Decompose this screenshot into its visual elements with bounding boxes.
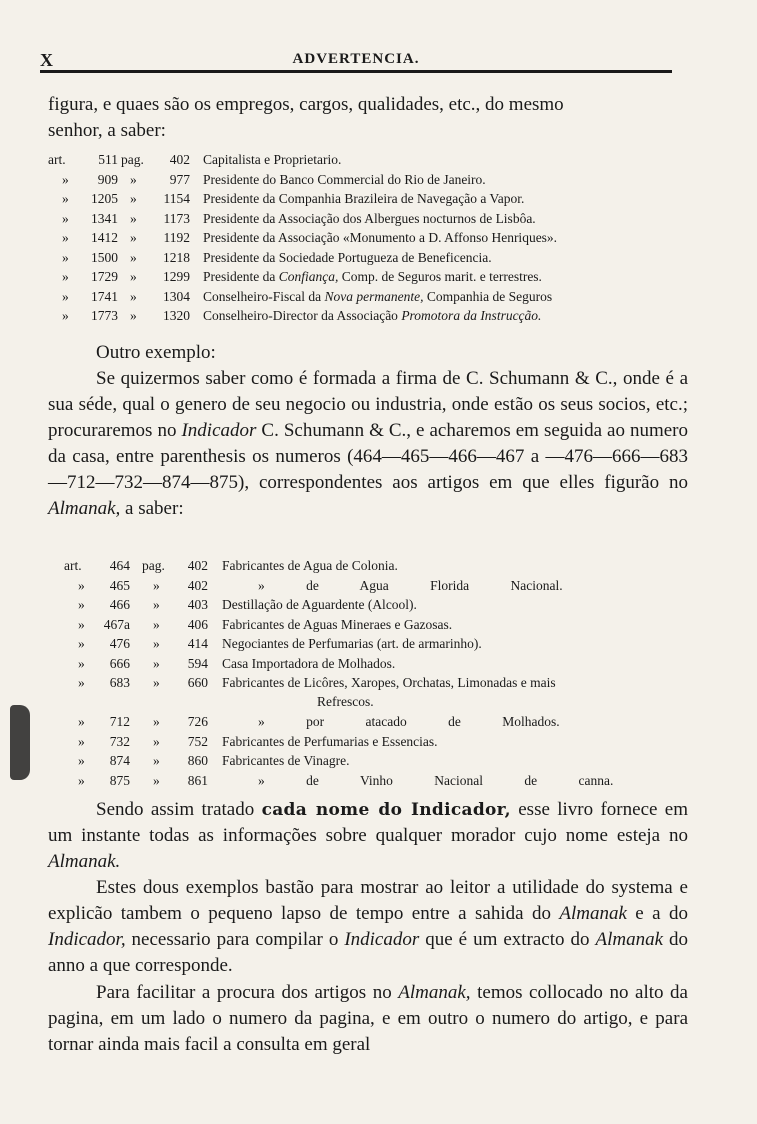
pag-number: 414: [187, 636, 208, 651]
para2-italic-indicador: Indicador: [181, 420, 257, 441]
pag-number: 860: [187, 753, 208, 768]
art-label: »: [62, 288, 69, 304]
art-label: »: [78, 577, 85, 593]
pag-number: 1299: [163, 269, 190, 284]
table-row: [0, 209, 757, 229]
examples-purpose-paragraph: [48, 875, 688, 979]
pag-number: 1320: [163, 308, 190, 323]
example-paragraph: [48, 366, 688, 522]
description: [203, 267, 542, 286]
art-label: »: [78, 772, 85, 788]
art-number: 1741: [91, 288, 118, 304]
pag-number: 402: [169, 152, 190, 167]
description-italic: Nova permanente,: [324, 288, 424, 304]
art-number: 465: [109, 577, 130, 593]
pag-number: 977: [169, 171, 190, 187]
pag-label: »: [153, 577, 160, 593]
pag-number: 861: [187, 772, 208, 788]
description-italic: Confiança,: [278, 269, 339, 284]
pag-label: »: [153, 636, 160, 651]
table-row: [0, 712, 757, 732]
description: Presidente da Companhia Brazileira de Navegação a Vapor.: [203, 191, 525, 206]
pag-label: »: [130, 249, 137, 265]
page-number: X: [40, 50, 53, 70]
page-header: [40, 50, 672, 72]
art-label: »: [62, 171, 69, 187]
table-row: [0, 732, 757, 752]
pag-label: »: [130, 269, 137, 284]
art-number: 712: [109, 714, 130, 729]
table-row: [0, 751, 757, 771]
art-number: 1500: [91, 249, 118, 265]
pag-label: »: [153, 597, 160, 612]
table-row: [0, 170, 757, 190]
pag-number: 1192: [163, 230, 190, 245]
para3-text-a: Sendo assim tratado: [96, 799, 262, 820]
art-label: »: [62, 269, 69, 284]
description: Presidente do Banco Commercial do Rio de Janeiro.: [203, 171, 486, 187]
para4-text-c: necessario para compilar o: [125, 929, 345, 950]
pag-label: »: [130, 210, 137, 226]
description-part: Conselheiro-Director da Associação: [203, 308, 402, 323]
art-label: »: [78, 636, 85, 651]
art-label: »: [78, 655, 85, 671]
binding-ink-mark: [10, 705, 30, 780]
description-part: Comp. de Seguros marit. e terrestres.: [338, 269, 542, 284]
art-number: 464: [109, 558, 130, 573]
para3-text-b: esse livro fornece em um instante todas as informações sobre qualquer morador cujo nome esteja no: [48, 799, 688, 846]
table-row: [0, 654, 757, 674]
pag-label: »: [130, 191, 137, 206]
art-label: »: [78, 675, 85, 690]
art-number: 909: [97, 171, 118, 187]
table-row: [0, 771, 757, 791]
table-row: [0, 248, 757, 268]
art-number: 1773: [91, 308, 118, 323]
intro-line-1: figura, e quaes são os empregos, cargos, qualidades, etc., do mesmo: [48, 94, 564, 115]
art-label: »: [78, 733, 85, 749]
facilitate-paragraph: [48, 980, 688, 1058]
intro-line-2: senhor, a saber:: [48, 120, 166, 141]
description: Fabricantes de Vinagre.: [222, 753, 350, 768]
pag-number: 660: [187, 675, 208, 690]
table-row: [0, 634, 757, 654]
description-part: Conselheiro-Fiscal da: [203, 288, 325, 304]
pag-label: »: [130, 171, 137, 187]
description: Negociantes de Perfumarias (art. de armarinho).: [222, 636, 482, 651]
para5-text-a: Para facilitar a procura dos artigos no: [96, 982, 399, 1003]
para2-text-c: a saber:: [120, 498, 184, 519]
art-label: »: [62, 308, 69, 323]
table-row: [0, 595, 757, 615]
para4-italic-3: Indicador: [344, 929, 420, 950]
para3-italic-almanak: Almanak.: [48, 851, 121, 872]
description: Fabricantes de Licôres, Xaropes, Orchatas, Limonadas e mais: [222, 675, 556, 690]
description: » por atacado de Molhados.: [258, 714, 560, 729]
description: Casa Importadora de Molhados.: [222, 655, 396, 671]
pag-label: »: [153, 616, 160, 632]
pag-number: 403: [187, 597, 208, 612]
para2-text-b: C. Schumann & C., e acharemos em seguida ao numero da casa, entre parenthesis os numeros (464—465—466—467 a —476—666—683—712—732—874—875), correspondentes aos artigos em que elles figurão no: [48, 420, 688, 493]
description: » de Agua Florida Nacional.: [258, 577, 563, 593]
pag-label: pag.: [121, 152, 144, 167]
description: Presidente da Associação dos Albergues nocturnos de Lisbôa.: [203, 210, 536, 226]
para3-bold-text: cada nome do Indicador,: [261, 800, 511, 820]
table-row: [0, 228, 757, 248]
art-label: »: [78, 597, 85, 612]
description: Presidente da Sociedade Portugueza de Beneficencia.: [203, 249, 492, 265]
para4-text-a: Estes dous exemplos bastão para mostrar ao leitor a utilidade do systema e explicão tambem o pequeno lapso de tempo entre a sahida do: [48, 877, 688, 924]
para4-italic-4: Almanak: [595, 929, 664, 950]
description-part: Companhia de Seguros: [423, 288, 553, 304]
description: Fabricantes de Aguas Mineraes e Gazosas.: [222, 616, 453, 632]
para4-italic-2: Indicador,: [48, 929, 126, 950]
art-number: 874: [109, 753, 130, 768]
description: [203, 306, 541, 325]
table-row: [0, 673, 757, 713]
table-row: [0, 576, 757, 596]
table-row: [0, 615, 757, 635]
pag-number: 1218: [163, 249, 190, 265]
art-label: »: [62, 230, 69, 245]
outro-exemplo-text: Outro exemplo:: [96, 342, 216, 363]
description: Capitalista e Proprietario.: [203, 152, 342, 167]
art-number: 666: [109, 655, 130, 671]
pag-number: 402: [187, 558, 208, 573]
description: » de Vinho Nacional de canna.: [258, 772, 614, 788]
pag-label: »: [153, 655, 160, 671]
art-number: 1729: [91, 269, 118, 284]
pag-label: »: [130, 288, 137, 304]
art-number: 1205: [91, 191, 118, 206]
pag-number: 726: [187, 714, 208, 729]
art-label: »: [62, 210, 69, 226]
art-label: »: [62, 249, 69, 265]
description: Destillação de Aguardente (Alcool).: [222, 597, 417, 612]
pag-number: 402: [187, 577, 208, 593]
description: Fabricantes de Perfumarias e Essencias.: [222, 733, 438, 749]
para4-italic-1: Almanak: [559, 903, 627, 924]
pag-number: 1154: [163, 191, 190, 206]
pag-number: 1304: [163, 288, 190, 304]
pag-label: »: [153, 675, 160, 690]
art-number: 683: [109, 675, 130, 690]
art-number: 875: [109, 772, 130, 788]
para2-text-a: Se quizermos saber como é formada a firma de C. Schumann & C., onde é a sua séde, qual o genero de seu negocio ou industria, onde estão os seus socios, etc.; procuraremos no: [48, 368, 688, 441]
art-label: »: [62, 191, 69, 206]
pag-number: 406: [187, 616, 208, 632]
pag-number: 752: [187, 733, 208, 749]
table-row: [0, 306, 757, 326]
table-row: [0, 556, 757, 576]
pag-number: 1173: [163, 210, 190, 226]
table-row: [0, 267, 757, 287]
table-row: [0, 287, 757, 307]
para4-text-b: e a do: [626, 903, 688, 924]
description: Presidente da Associação «Monumento a D. Affonso Henriques».: [203, 230, 558, 245]
running-title: ADVERTENCIA.: [292, 51, 420, 67]
para4-text-e: do anno a que corresponde.: [48, 929, 688, 976]
pag-label: »: [130, 308, 137, 323]
pag-label: »: [130, 230, 137, 245]
para5-italic-almanak: Almanak,: [398, 982, 471, 1003]
art-label: »: [78, 616, 85, 632]
pag-number: 594: [187, 655, 208, 671]
header-rule: [40, 70, 672, 73]
intro-paragraph: [48, 92, 688, 144]
description: Fabricantes de Agua de Colonia.: [222, 558, 398, 573]
art-label: »: [78, 753, 85, 768]
description: [203, 287, 552, 306]
description-italic: Promotora da Instrucção.: [401, 308, 542, 323]
table-row: [0, 150, 757, 170]
para5-text-b: temos collocado no alto da pagina, em um lado o numero da pagina, e em outro o numero do artigo, e para tornar ainda mais facil a consulta em geral: [48, 982, 688, 1055]
art-number: 511: [98, 152, 118, 167]
pag-label: »: [153, 772, 160, 788]
art-number: 1341: [91, 210, 118, 226]
art-number: 732: [109, 733, 130, 749]
para4-text-d: que é um extracto do: [419, 929, 596, 950]
para2-italic-almanak: Almanak,: [48, 498, 121, 519]
outro-exemplo-heading: [48, 340, 688, 366]
description-continued: Refrescos.: [317, 694, 374, 709]
art-number: 466: [109, 597, 130, 612]
art-number: 467a: [103, 616, 130, 632]
pag-label: pag.: [142, 558, 165, 573]
pag-label: »: [153, 733, 160, 749]
table-row: [0, 189, 757, 209]
pag-label: »: [153, 714, 160, 729]
art-label: art.: [64, 558, 82, 573]
description-part: Presidente da: [203, 269, 279, 284]
treatment-paragraph: [48, 797, 688, 875]
art-number: 1412: [91, 230, 118, 245]
pag-label: »: [153, 753, 160, 768]
art-label: »: [78, 714, 85, 729]
art-number: 476: [109, 636, 130, 651]
art-label: art.: [48, 152, 66, 167]
